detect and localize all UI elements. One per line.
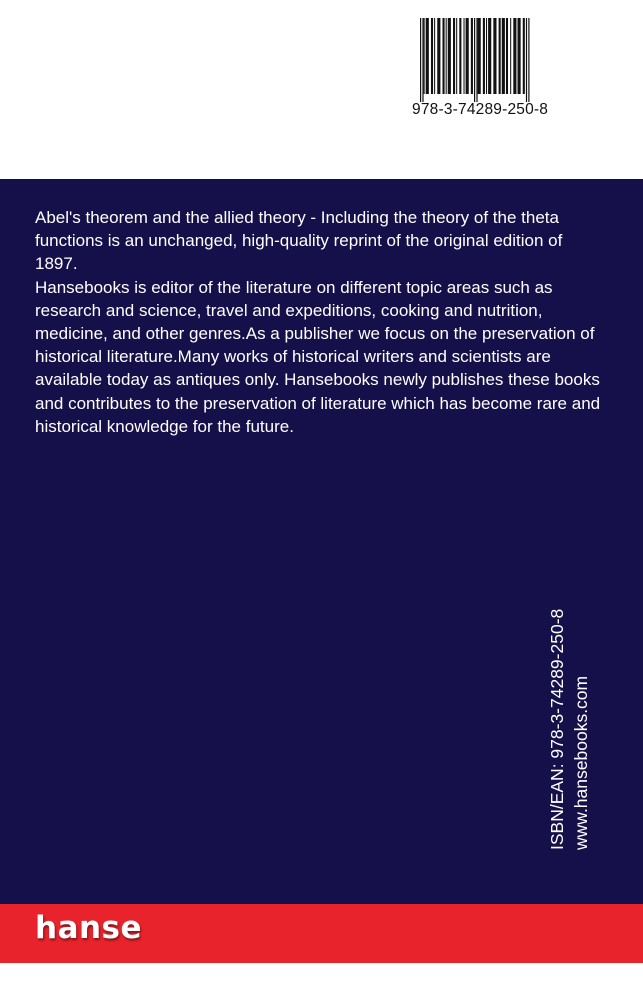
isbn-text: ISBN/EAN: 978-3-74289-250-8 bbox=[547, 608, 567, 850]
website-text: www.hansebooks.com bbox=[571, 675, 591, 850]
barcode-icon bbox=[420, 18, 540, 102]
spine-info bbox=[545, 609, 593, 850]
barcode-digits: 978-3-74289-250-8 bbox=[412, 101, 549, 118]
bottom-white-band bbox=[0, 963, 643, 993]
blurb-paragraph-1: Abel's theorem and the allied theory - Including the theory of the theta functions is an unchanged, high-quality reprint of the original edition of 1897. bbox=[35, 208, 563, 274]
barcode bbox=[412, 12, 549, 130]
top-white-band bbox=[0, 0, 643, 179]
blurb-paragraph-2: Hansebooks is editor of the literature on different topic areas such as research and science, travel and expeditions, cooking and nutrition, medicine, and other genres.As a publisher we focus on the preservation of historical literature.Many works of historical writers and scientists are available today as antiques only. Hansebooks newly publishes these books and contributes to the preservation of literature which has become rare and historical knowledge for the future. bbox=[35, 277, 601, 436]
blurb-text bbox=[35, 206, 605, 438]
hanse-logo: hanse bbox=[35, 910, 143, 946]
